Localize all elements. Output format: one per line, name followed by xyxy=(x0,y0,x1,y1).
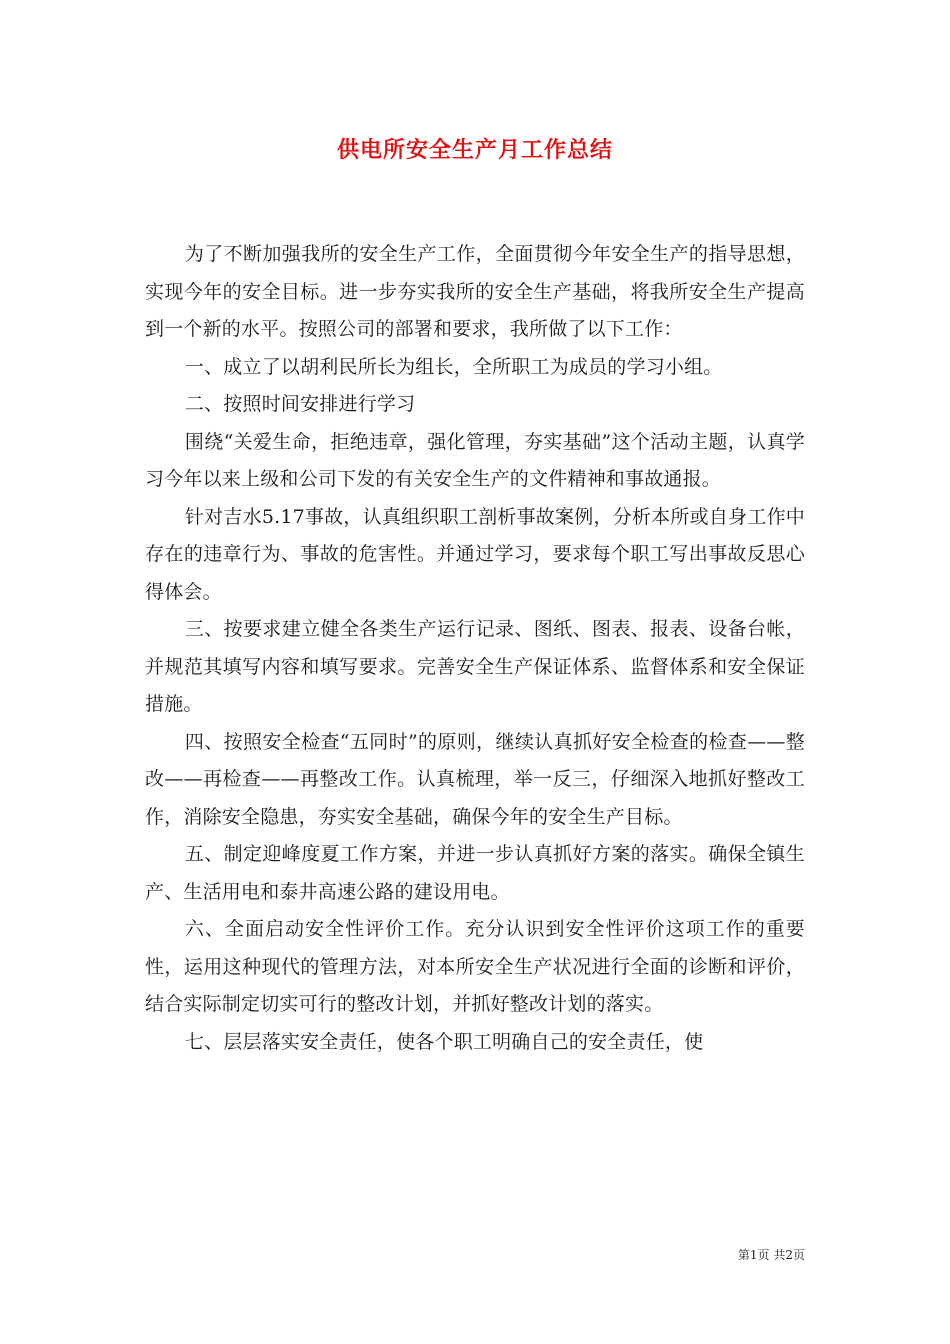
paragraph-study-theme: 围绕“关爱生命，拒绝违章，强化管理，夯实基础”这个活动主题，认真学习今年以来上级和公司下发的有关安全生产的文件精神和事故通报。 xyxy=(145,430,805,490)
paragraph-item-4: 四、按照安全检查“五同时”的原则，继续认真抓好安全检查的检查——整改——再检查——再整改工作。认真梳理，举一反三，仔细深入地抓好整改工作，消除安全隐患，夯实安全基础，确保今年的安全生产目标。 xyxy=(145,730,805,828)
paragraph-accident-analysis: 针对吉水5.17事故，认真组织职工剖析事故案例，分析本所或自身工作中存在的违章行为、事故的危害性。并通过学习，要求每个职工写出事故反思心得体会。 xyxy=(145,505,805,603)
paragraph-item-1: 一、成立了以胡利民所长为组长，全所职工为成员的学习小组。 xyxy=(184,355,723,378)
paragraph-item-5: 五、制定迎峰度夏工作方案，并进一步认真抓好方案的落实。确保全镇生产、生活用电和泰井高速公路的建设用电。 xyxy=(145,843,805,903)
document-body xyxy=(145,236,805,1061)
paragraph-item-2: 二、按照时间安排进行学习 xyxy=(184,393,416,415)
paragraph-item-6: 六、全面启动安全性评价工作。充分认识到安全性评价这项工作的重要性，运用这种现代的管理方法，对本所安全生产状况进行全面的诊断和评价，结合实际制定切实可行的整改计划，并抓好整改计划的落实。 xyxy=(145,918,805,1015)
paragraph-item-7: 七、层层落实安全责任，使各个职工明确自己的安全责任，使 xyxy=(184,1030,704,1053)
document-title: 供电所安全生产月工作总结 xyxy=(336,138,613,163)
paragraph-item-3: 三、按要求建立健全各类生产运行记录、图纸、图表、报表、设备台帐，并规范其填写内容和填写要求。完善安全生产保证体系、监督体系和安全保证措施。 xyxy=(145,618,805,715)
page-number: 第1页 共2页 xyxy=(737,1248,805,1262)
paragraph-intro: 为了不断加强我所的安全生产工作，全面贯彻今年安全生产的指导思想，实现今年的安全目标。进一步夯实我所的安全生产基础，将我所安全生产提高到一个新的水平。按照公司的部署和要求，我所做了以下工作： xyxy=(145,243,805,340)
